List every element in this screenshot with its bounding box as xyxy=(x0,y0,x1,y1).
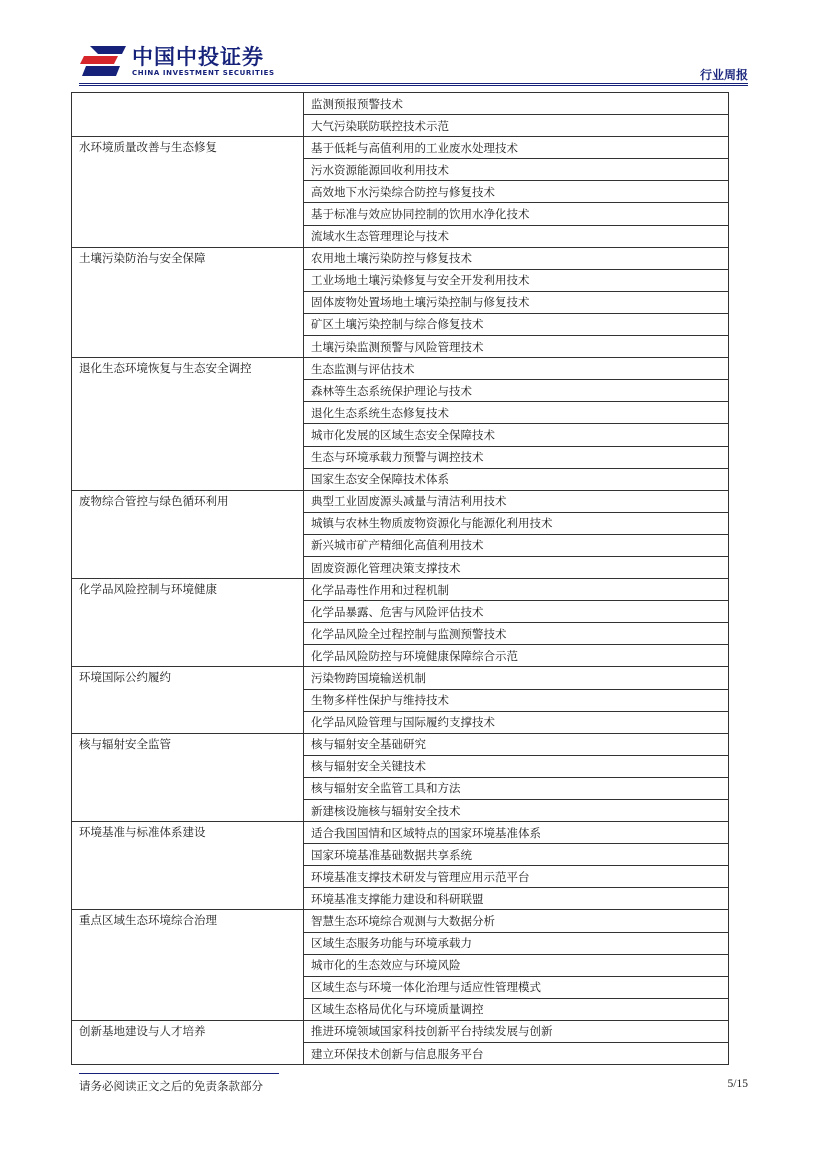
company-logo xyxy=(80,44,275,78)
technology-cell: 大气污染联防联控技术示范 xyxy=(304,115,729,137)
technology-cell: 核与辐射安全关键技术 xyxy=(304,755,729,777)
category-cell: 废物综合管控与绿色循环利用 xyxy=(72,490,304,578)
technology-cell: 监测预报预警技术 xyxy=(304,93,729,115)
technology-cell: 高效地下水污染综合防控与修复技术 xyxy=(304,181,729,203)
technology-cell: 基于低耗与高值利用的工业废水处理技术 xyxy=(304,137,729,159)
technology-cell: 化学品风险全过程控制与监测预警技术 xyxy=(304,623,729,645)
technology-cell: 生态监测与评估技术 xyxy=(304,358,729,380)
technology-cell: 矿区土壤污染控制与综合修复技术 xyxy=(304,313,729,335)
report-type-label: 行业周报 xyxy=(699,68,748,82)
technology-cell: 环境基准支撑能力建设和科研联盟 xyxy=(304,888,729,910)
technology-cell: 污水资源能源回收利用技术 xyxy=(304,159,729,181)
tech-directions-table xyxy=(71,92,729,1065)
table-row xyxy=(72,358,729,380)
technology-cell: 工业场地土壤污染修复与安全开发利用技术 xyxy=(304,269,729,291)
table-row xyxy=(72,822,729,844)
technology-cell: 适合我国国情和区域特点的国家环境基准体系 xyxy=(304,822,729,844)
technology-cell: 典型工业固废源头减量与清洁利用技术 xyxy=(304,490,729,512)
table-row xyxy=(72,490,729,512)
category-cell: 核与辐射安全监管 xyxy=(72,733,304,821)
category-cell: 环境基准与标准体系建设 xyxy=(72,822,304,910)
category-cell xyxy=(72,93,304,137)
table-row xyxy=(72,247,729,269)
category-cell: 环境国际公约履约 xyxy=(72,667,304,733)
technology-cell: 国家生态安全保障技术体系 xyxy=(304,468,729,490)
technology-cell: 区域生态格局优化与环境质量调控 xyxy=(304,998,729,1020)
technology-cell: 流域水生态管理理论与技术 xyxy=(304,225,729,247)
table-row xyxy=(72,137,729,159)
technology-cell: 城市化发展的区域生态安全保障技术 xyxy=(304,424,729,446)
technology-cell: 区域生态与环境一体化治理与适应性管理模式 xyxy=(304,976,729,998)
technology-cell: 森林等生态系统保护理论与技术 xyxy=(304,380,729,402)
technology-cell: 固体废物处置场地土壤污染控制与修复技术 xyxy=(304,291,729,313)
technology-cell: 国家环境基准基础数据共享系统 xyxy=(304,844,729,866)
category-cell: 土壤污染防治与安全保障 xyxy=(72,247,304,357)
technology-cell: 土壤污染监测预警与风险管理技术 xyxy=(304,336,729,358)
technology-cell: 生物多样性保护与维持技术 xyxy=(304,689,729,711)
brand-name-cn: 中国中投证券 xyxy=(132,44,264,69)
brand-name-en: CHINA INVESTMENT SECURITIES xyxy=(132,68,275,77)
logo-mark-icon xyxy=(80,44,128,78)
disclaimer-note: 请务必阅读正文之后的免责条款部分 xyxy=(79,1079,263,1093)
technology-cell: 核与辐射安全基础研究 xyxy=(304,733,729,755)
technology-cell: 退化生态系统生态修复技术 xyxy=(304,402,729,424)
category-cell: 重点区域生态环境综合治理 xyxy=(72,910,304,1020)
technology-cell: 污染物跨国境输送机制 xyxy=(304,667,729,689)
category-cell: 水环境质量改善与生态修复 xyxy=(72,137,304,247)
header-divider-secondary xyxy=(79,85,748,86)
footer-divider xyxy=(79,1073,279,1074)
technology-cell: 固废资源化管理决策支撑技术 xyxy=(304,556,729,578)
technology-cell: 化学品毒性作用和过程机制 xyxy=(304,579,729,601)
technology-cell: 建立环保技术创新与信息服务平台 xyxy=(304,1043,729,1065)
technology-cell: 环境基准支撑技术研发与管理应用示范平台 xyxy=(304,866,729,888)
technology-cell: 新建核设施核与辐射安全技术 xyxy=(304,800,729,822)
technology-cell: 化学品暴露、危害与风险评估技术 xyxy=(304,601,729,623)
technology-cell: 城市化的生态效应与环境风险 xyxy=(304,954,729,976)
technology-cell: 基于标准与效应协同控制的饮用水净化技术 xyxy=(304,203,729,225)
table-row xyxy=(72,1020,729,1042)
technology-cell: 新兴城市矿产精细化高值利用技术 xyxy=(304,534,729,556)
technology-cell: 智慧生态环境综合观测与大数据分析 xyxy=(304,910,729,932)
technology-cell: 核与辐射安全监管工具和方法 xyxy=(304,777,729,799)
technology-cell: 区域生态服务功能与环境承载力 xyxy=(304,932,729,954)
category-cell: 化学品风险控制与环境健康 xyxy=(72,579,304,667)
table-row xyxy=(72,910,729,932)
page-number: 5/15 xyxy=(727,1078,748,1090)
technology-cell: 城镇与农林生物质废物资源化与能源化利用技术 xyxy=(304,512,729,534)
table-row xyxy=(72,579,729,601)
technology-cell: 农用地土壤污染防控与修复技术 xyxy=(304,247,729,269)
category-cell: 创新基地建设与人才培养 xyxy=(72,1020,304,1064)
technology-cell: 化学品风险管理与国际履约支撑技术 xyxy=(304,711,729,733)
header-divider xyxy=(79,83,748,84)
technology-cell: 化学品风险防控与环境健康保障综合示范 xyxy=(304,645,729,667)
technology-cell: 生态与环境承载力预警与调控技术 xyxy=(304,446,729,468)
table-row xyxy=(72,93,729,115)
table-row xyxy=(72,733,729,755)
technology-cell: 推进环境领域国家科技创新平台持续发展与创新 xyxy=(304,1020,729,1042)
category-cell: 退化生态环境恢复与生态安全调控 xyxy=(72,358,304,491)
table-row xyxy=(72,667,729,689)
